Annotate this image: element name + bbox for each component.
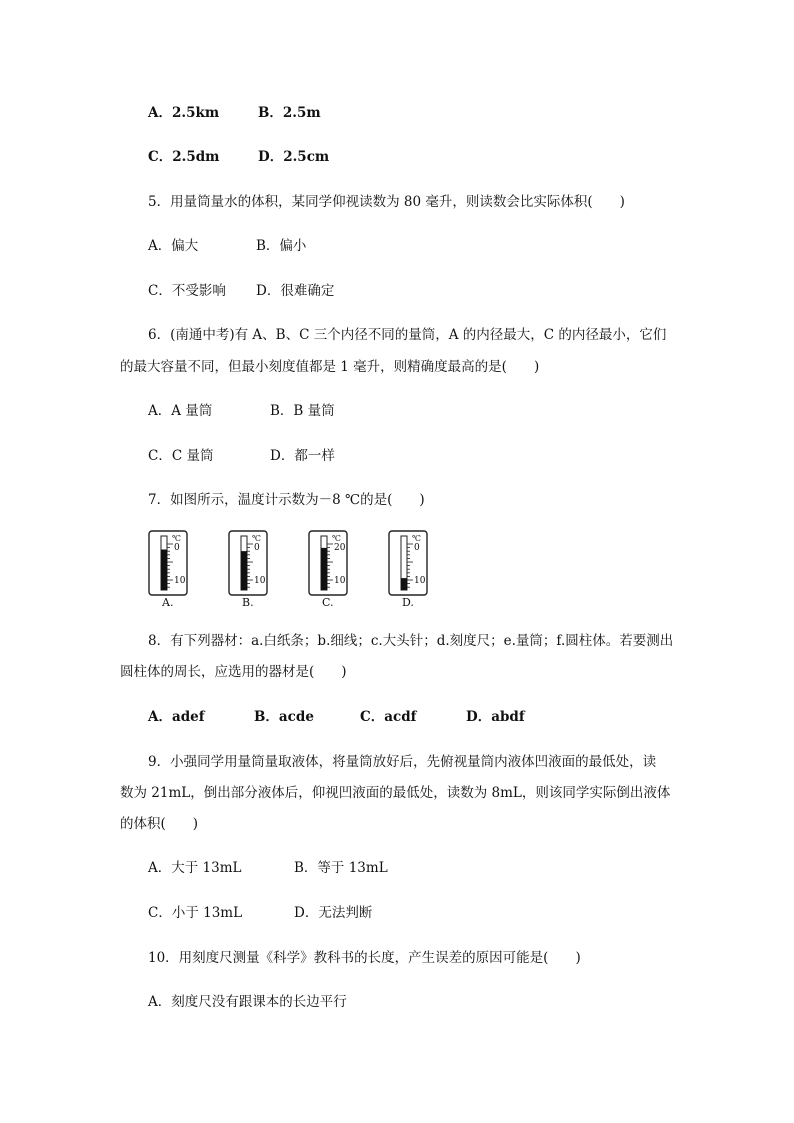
q9-option-b: B．等于 13mL <box>294 860 388 876</box>
thermometer-top-tick: 0 <box>414 543 420 553</box>
thermometer-unit: ℃ <box>252 534 261 543</box>
q4-option-b: B．2.5m <box>258 105 321 121</box>
thermometer-top-tick: 20 <box>334 543 346 553</box>
q8-option-a: A．adef <box>148 709 205 725</box>
q9-stem-line2: 数为 21mL，倒出部分液体后，仰视凹液面的最低处，读数为 8mL，则该同学实际倒出液体 <box>120 785 671 801</box>
q6-option-c: C．C 量筒 <box>148 448 214 464</box>
q9-option-a: A．大于 13mL <box>148 860 242 876</box>
thermometer-label: D. <box>402 596 414 609</box>
q9-option-c: C．小于 13mL <box>148 905 243 921</box>
q6-stem-line2: 的最大容量不同，但最小刻度值都是 1 毫升，则精确度最高的是( ) <box>120 359 540 375</box>
thermometer-unit: ℃ <box>172 534 181 543</box>
q8-stem-line1: 8．有下列器材：a.白纸条；b.细线；c.大头针；d.刻度尺；e.量筒；f.圆柱体。若要测出 <box>148 633 674 649</box>
q10-option-a: A．刻度尺没有跟课本的长边平行 <box>148 994 347 1010</box>
thermometer-top-tick: 0 <box>254 543 260 553</box>
q8-option-b: B．acde <box>254 709 314 725</box>
q5-option-b: B．偏小 <box>256 238 307 254</box>
thermometer-label: B. <box>242 596 254 609</box>
thermometer-bottom-tick: 10 <box>334 576 346 586</box>
q5-option-a: A．偏大 <box>148 238 199 254</box>
thermometer-bottom-tick: 10 <box>174 576 186 586</box>
q6-option-d: D．都一样 <box>270 448 335 464</box>
thermometer-top-tick: 0 <box>174 543 180 553</box>
thermometer-bottom-tick: 10 <box>254 576 266 586</box>
thermometer-liquid <box>401 578 407 590</box>
thermometer-1 <box>148 530 188 596</box>
thermometer-liquid <box>321 548 327 590</box>
thermometer-liquid <box>241 551 247 590</box>
q5-stem: 5．用量筒量水的体积，某同学仰视读数为 80 毫升，则读数会比实际体积( ) <box>148 194 625 210</box>
thermometer-bottom-tick: 10 <box>414 576 426 586</box>
q9-stem-line3: 的体积( ) <box>120 816 199 832</box>
q6-option-b: B．B 量筒 <box>270 403 335 419</box>
thermometer-unit: ℃ <box>332 534 341 543</box>
q5-option-c: C．不受影响 <box>148 283 226 299</box>
q6-option-a: A．A 量筒 <box>148 403 213 419</box>
q4-option-a: A．2.5km <box>148 105 220 121</box>
q9-stem-line1: 9．小强同学用量筒量取液体，将量筒放好后，先俯视量筒内液体凹液面的最低处，读 <box>148 754 657 770</box>
q4-option-d: D．2.5cm <box>258 149 330 165</box>
thermometer-unit: ℃ <box>412 534 421 543</box>
q8-option-d: D．abdf <box>466 709 525 725</box>
thermometer-2 <box>228 530 268 596</box>
thermometer-label: C. <box>322 596 334 609</box>
thermometer-liquid <box>161 550 167 591</box>
q4-option-c: C．2.5dm <box>148 149 220 165</box>
q5-option-d: D．很难确定 <box>256 283 335 299</box>
q10-stem: 10．用刻度尺测量《科学》教科书的长度，产生误差的原因可能是( ) <box>148 950 581 966</box>
q8-option-c: C．acdf <box>360 709 417 725</box>
thermometer-label: A. <box>162 596 174 609</box>
q9-option-d: D．无法判断 <box>294 905 373 921</box>
q8-stem-line2: 圆柱体的周长，应选用的器材是( ) <box>120 664 347 680</box>
thermometer-4 <box>388 530 428 596</box>
thermometer-3 <box>308 530 348 596</box>
q7-stem: 7．如图所示，温度计示数为－8 ℃的是( ) <box>148 492 425 508</box>
q6-stem-line1: 6．(南通中考)有 A、B、C 三个内径不同的量筒，A 的内径最大，C 的内径最小，它们 <box>148 327 667 343</box>
